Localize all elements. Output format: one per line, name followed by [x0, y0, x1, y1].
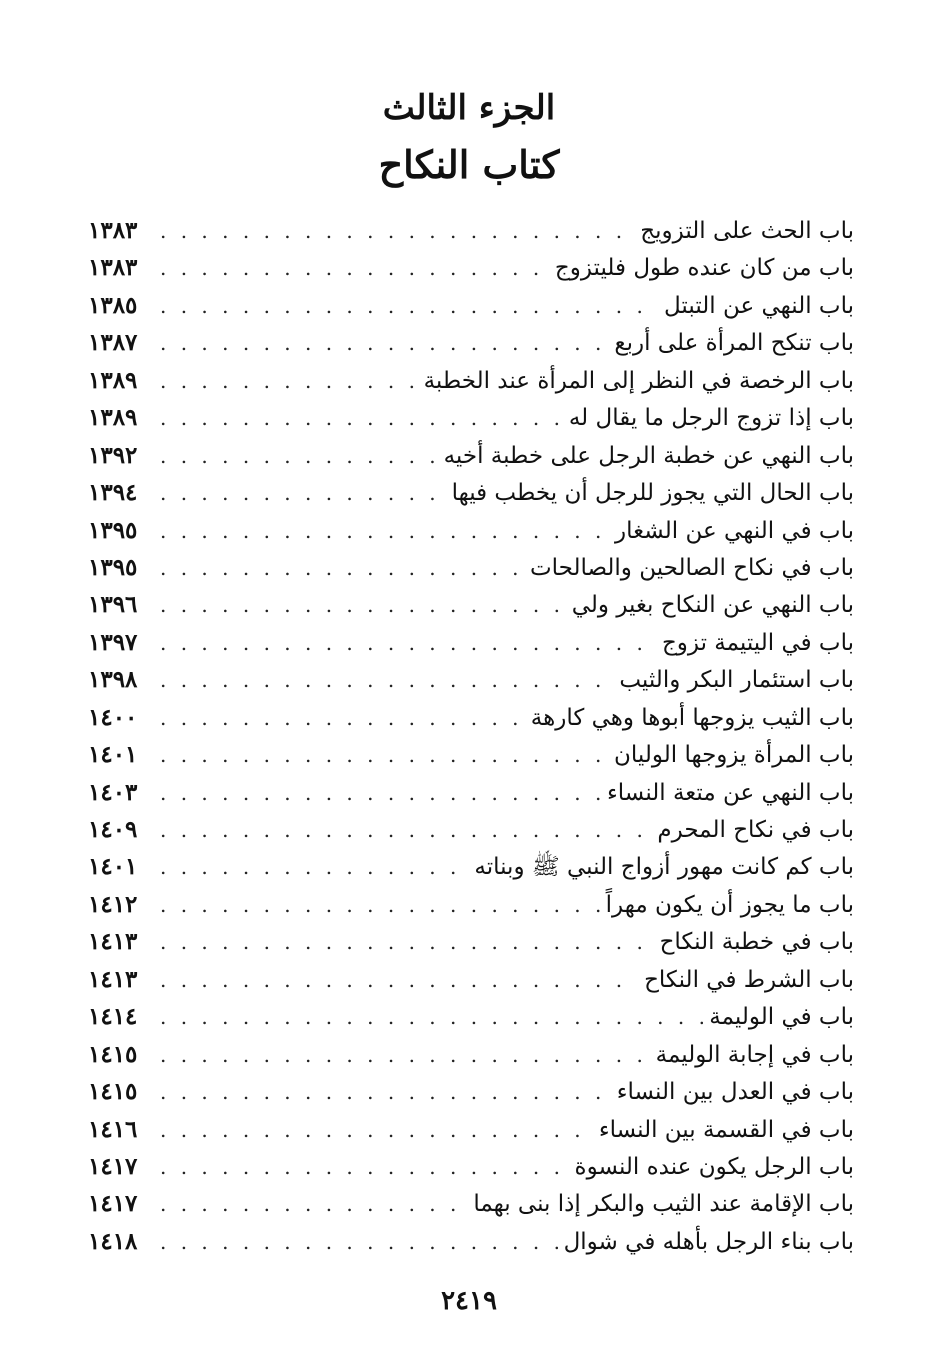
toc-entry-page: ١٣٩٥: [88, 516, 138, 544]
toc-entry: [88, 998, 854, 1035]
toc-entry-title: باب في نكاح المحرم: [657, 817, 854, 843]
toc-dot-leader: [160, 1074, 611, 1111]
toc-dot-leader: [160, 1149, 569, 1186]
toc-entry-title: باب الشرط في النكاح: [644, 966, 854, 993]
toc-dot-leader: [160, 363, 418, 400]
toc-entry: [88, 1185, 854, 1222]
toc-entry: [88, 586, 854, 623]
toc-entry-title: باب النهي عن النكاح بغير ولي: [571, 592, 854, 619]
toc-entry-title: باب كم كانت مهور أزواج النبي ﷺ وبناته: [474, 854, 854, 881]
toc-dot-leader: [160, 1186, 467, 1223]
toc-entry-page: ١٣٨٥: [88, 291, 138, 319]
toc-entry-title: باب الحث على التزويج: [640, 218, 854, 244]
toc-entry: [88, 287, 854, 324]
toc-entry-title: باب تنكح المرأة على أربع: [614, 330, 854, 357]
toc-entry: [88, 1073, 854, 1110]
toc-entry-title: باب في النهي عن الشغار: [615, 517, 854, 544]
toc-dot-leader: [160, 288, 658, 325]
book-title: كتاب النكاح: [378, 142, 560, 187]
page-number: ٢٤١٩: [441, 1286, 497, 1316]
toc-entry-page: ١٤٠٩: [88, 816, 138, 843]
toc-entry-title: باب من كان عنده طول فليتزوج: [554, 255, 854, 282]
toc-dot-leader: [160, 1224, 558, 1261]
toc-entry: [88, 736, 854, 773]
toc-dot-leader: [160, 962, 638, 999]
toc-dot-leader: [160, 625, 656, 662]
toc-entry-page: ١٣٩٦: [88, 591, 138, 619]
toc-dot-leader: [160, 662, 613, 699]
toc-entry: [88, 249, 854, 286]
toc-entry-title: باب إذا تزوج الرجل ما يقال له: [568, 405, 854, 432]
toc-entry: [88, 661, 854, 698]
toc-dot-leader: [160, 213, 634, 250]
toc-entry-title: باب بناء الرجل بأهله في شوال: [563, 1228, 854, 1255]
toc-entry: [88, 774, 854, 811]
toc-entry-title: باب في القسمة بين النساء: [598, 1116, 854, 1143]
toc-entry-title: باب في اليتيمة تزوج: [661, 629, 854, 656]
toc-entry-page: ١٤١٤: [88, 1003, 138, 1031]
toc-dot-leader: [160, 438, 438, 475]
toc-entry-page: ١٤١٥: [88, 1040, 138, 1068]
toc-entry-page: ١٤٠٣: [88, 778, 138, 806]
toc-dot-leader: [160, 550, 524, 587]
toc-entry-page: ١٤١٧: [88, 1152, 138, 1180]
toc-entry: [88, 1223, 854, 1260]
toc-entry-title: باب الحال التي يجوز للرجل أن يخطب فيها: [451, 480, 854, 507]
toc-dot-leader: [160, 513, 609, 550]
toc-entry: [88, 886, 854, 923]
toc-entry-title: باب في نكاح الصالحين والصالحات: [529, 554, 854, 581]
toc-entry: [88, 512, 854, 549]
toc-entry-page: ١٣٩٨: [88, 666, 138, 694]
toc-entry-title: باب المرأة يزوجها الوليان: [614, 742, 854, 769]
toc-entry: [88, 549, 854, 586]
toc-entry-title: باب الإقامة عند الثيب والبكر إذا بنى بهما: [473, 1191, 854, 1218]
toc-entry: [88, 923, 854, 960]
toc-entry: [88, 1148, 854, 1185]
toc-dot-leader: [160, 849, 468, 886]
toc-entry-page: ١٤٠٠: [88, 703, 138, 731]
toc-entry-page: ١٣٨٧: [88, 329, 138, 357]
toc-entry-page: ١٣٩٥: [88, 553, 138, 581]
toc-entry-title: باب الرجل يكون عنده النسوة: [574, 1153, 854, 1180]
toc-entry-page: ١٤٠١: [88, 853, 138, 881]
toc-dot-leader: [160, 325, 608, 362]
toc-dot-leader: [160, 700, 525, 737]
toc-entry: [88, 324, 854, 361]
toc-entry: [88, 699, 854, 736]
toc-dot-leader: [160, 812, 651, 849]
toc-entry: [88, 1111, 854, 1148]
toc-entry-page: ١٤١٣: [88, 928, 138, 956]
toc-entry-title: باب استئمار البكر والثيب: [619, 667, 854, 694]
toc-entry-page: ١٣٨٣: [88, 254, 138, 282]
toc-entry-title: باب النهي عن خطبة الرجل على خطبة أخيه: [443, 442, 854, 469]
toc-entry-page: ١٣٩٢: [88, 441, 138, 469]
toc-dot-leader: [160, 1112, 593, 1149]
toc-dot-leader: [160, 587, 566, 624]
toc-dot-leader: [160, 775, 601, 812]
toc-entry-page: ١٣٩٧: [88, 628, 138, 656]
toc-entry-page: ١٤١٢: [88, 890, 138, 918]
toc-entry: [88, 811, 854, 848]
toc-entry: [88, 624, 854, 661]
toc-entry: [88, 399, 854, 436]
toc-entry-title: باب في العدل بين النساء: [616, 1079, 854, 1106]
toc-entry-page: ١٣٨٩: [88, 404, 138, 432]
toc-entry-title: باب الرخصة في النظر إلى المرأة عند الخطبة: [423, 367, 854, 394]
toc-dot-leader: [160, 250, 549, 287]
toc-entry-page: ١٤١٦: [88, 1115, 138, 1143]
toc-entry: [88, 961, 854, 998]
toc-dot-leader: [160, 1037, 650, 1074]
toc-entry-title: باب في إجابة الوليمة: [655, 1041, 854, 1068]
toc-dot-leader: [160, 475, 446, 512]
table-of-contents: [88, 212, 854, 1260]
toc-entry: [88, 437, 854, 474]
toc-entry-title: باب ما يجوز أن يكون مهراً: [605, 891, 854, 918]
toc-entry-title: باب النهي عن التبتل: [664, 292, 854, 319]
toc-dot-leader: [160, 924, 654, 961]
toc-entry: [88, 362, 854, 399]
part-title: الجزء الثالث: [382, 88, 556, 128]
toc-entry-title: باب في الوليمة: [709, 1004, 854, 1031]
toc-entry-page: ١٤١٥: [88, 1078, 138, 1106]
toc-dot-leader: [160, 737, 608, 774]
toc-entry-title: باب الثيب يزوجها أبوها وهي كارهة: [530, 704, 854, 731]
toc-entry-page: ١٤٠١: [88, 741, 138, 769]
toc-dot-leader: [160, 999, 703, 1036]
toc-dot-leader: [160, 400, 563, 437]
toc-entry: [88, 1036, 854, 1073]
toc-entry-title: باب في خطبة النكاح: [659, 929, 854, 956]
toc-entry-page: ١٤١٣: [88, 965, 138, 993]
toc-entry-page: ١٤١٨: [88, 1227, 138, 1255]
toc-entry: [88, 848, 854, 885]
toc-entry: [88, 212, 854, 249]
toc-entry-page: ١٤١٧: [88, 1190, 138, 1218]
toc-dot-leader: [160, 887, 600, 924]
toc-entry-title: باب النهي عن متعة النساء: [606, 779, 854, 806]
toc-entry-page: ١٣٩٤: [88, 479, 138, 507]
toc-entry-page: ١٣٨٣: [88, 217, 138, 244]
toc-entry: [88, 474, 854, 511]
toc-entry-page: ١٣٨٩: [88, 366, 138, 394]
